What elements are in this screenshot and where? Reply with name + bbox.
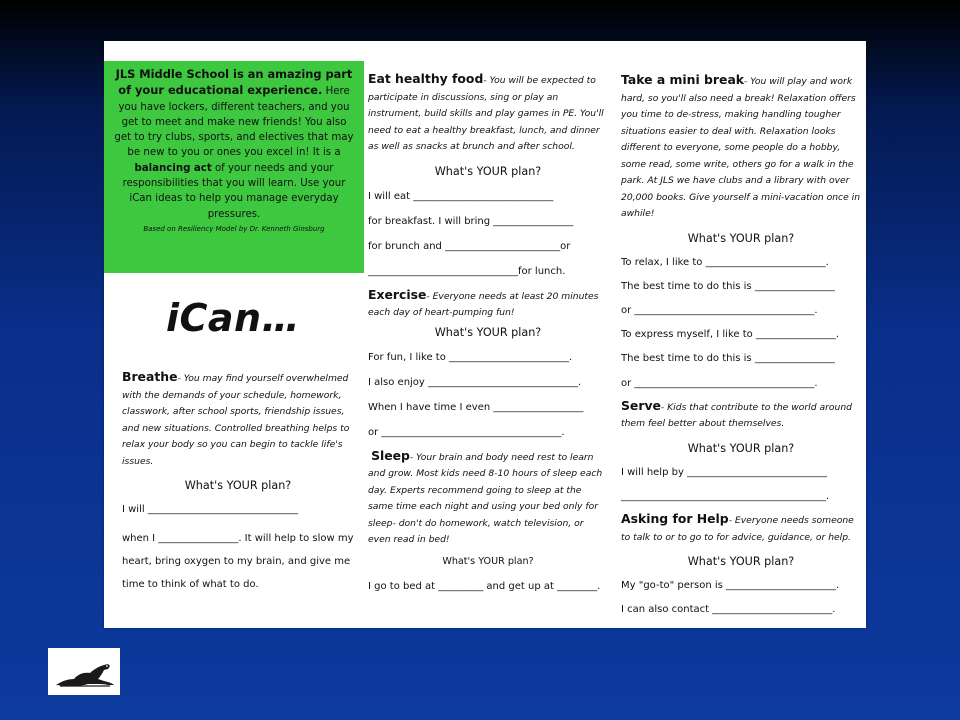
breathe-line[interactable]: when I ________________. It will help to slow my heart, bring oxygen to my brain, and give me time to think of what to do.	[122, 533, 354, 590]
sleep-title: Sleep	[371, 447, 410, 463]
breathe-plan-heading: What's YOUR plan?	[184, 479, 292, 492]
help-line[interactable]: I can also contact ________________________.	[621, 604, 836, 616]
eat-section	[368, 71, 608, 156]
serve-section	[621, 398, 861, 433]
exercise-desc: - Everyone needs at least 20 minutes each day of heart-pumping fun!	[368, 290, 599, 318]
column-middle	[368, 71, 608, 599]
sleep-desc: - Your brain and body need rest to learn and grow. Most kids need 8-10 hours of sleep each day. Experts recommend going to sleep at the same time each night and using your bed only for sleep- don't do homework, watch television, or even read in bed!	[368, 451, 603, 545]
column-right	[621, 72, 861, 623]
jaguar-logo-icon	[48, 648, 120, 695]
minibreak-section	[621, 72, 861, 223]
eat-line[interactable]: ______________________________for lunch.	[368, 265, 566, 277]
exercise-title: Exercise	[368, 286, 427, 302]
flyer-page	[104, 41, 866, 628]
serve-title: Serve	[621, 397, 661, 413]
eat-line[interactable]: for brunch and _______________________or	[368, 240, 571, 252]
eat-line[interactable]: for breakfast. I will bring ________________	[368, 215, 574, 227]
intro-credit: Based on Resiliency Model by Dr. Kenneth Ginsburg	[143, 224, 325, 233]
help-section	[621, 511, 861, 546]
breathe-line[interactable]: I will ______________________________	[122, 504, 298, 515]
ican-title: iCan…	[166, 296, 301, 340]
serve-line[interactable]: I will help by ____________________________	[621, 466, 828, 478]
serve-plan-heading: What's YOUR plan?	[687, 441, 795, 455]
eat-title: Eat healthy food	[368, 71, 484, 86]
exercise-line[interactable]: For fun, I like to ________________________.	[368, 351, 573, 363]
serve-line[interactable]: _________________________________________.	[621, 490, 830, 502]
minibreak-line[interactable]: The best time to do this is ________________	[621, 353, 835, 365]
minibreak-line[interactable]: To express myself, I like to ________________.	[621, 329, 840, 341]
help-plan-heading: What's YOUR plan?	[687, 555, 795, 569]
help-line[interactable]: My "go-to" person is ______________________.	[621, 580, 840, 592]
eat-desc: - You will be expected to participate in discussions, sing or play an instrument, build skills and play games in PE. You'll need to eat a healthy breakfast, lunch, and dinner as well as snacks at brunch and after school.	[368, 75, 604, 152]
exercise-line[interactable]: or ____________________________________.	[368, 426, 565, 438]
exercise-line[interactable]: I also enjoy ______________________________.	[368, 376, 582, 388]
exercise-plan-heading: What's YOUR plan?	[434, 325, 542, 339]
sleep-section	[368, 448, 608, 549]
minibreak-line[interactable]: To relax, I like to ________________________.	[621, 256, 829, 268]
intro-lead: JLS Middle School is an amazing part of your educational experience.	[115, 67, 353, 98]
sleep-plan-heading: What's YOUR plan?	[442, 555, 534, 567]
column-left	[122, 369, 354, 596]
intro-text-2: of your needs and your responsibilities that you will learn. Use your iCan ideas to help you manage everyday pressures.	[122, 162, 346, 220]
eat-plan-heading: What's YOUR plan?	[434, 164, 542, 178]
intro-bold: balancing act	[134, 162, 212, 174]
minibreak-title: Take a mini break	[621, 72, 745, 87]
minibreak-line[interactable]: The best time to do this is ________________	[621, 280, 835, 292]
help-desc: - Everyone needs someone to talk to or to go to for advice, guidance, or help.	[621, 515, 854, 543]
intro-text-1: Here you have lockers, different teachers, and you get to meet and make new friends! You also get to try clubs, sports, and electives that may be new to you or ones you excel in! It is a	[114, 86, 354, 159]
sleep-line[interactable]: I go to bed at _________ and get up at ________.	[368, 580, 601, 592]
help-title: Asking for Help	[621, 511, 729, 527]
exercise-section	[368, 287, 608, 322]
breathe-section	[122, 369, 354, 470]
minibreak-desc: - You will play and work hard, so you'll also need a break! Relaxation offers you time to de-stress, making handling tougher situations easier to deal with. Relaxation looks different to everyone, some people do a hobby, some read, some write, others go for a walk in the park. At JLS we have clubs and a library with over 20,000 books. Give yourself a mini-vacation once in awhile!	[621, 76, 861, 219]
minibreak-line[interactable]: or ____________________________________.	[621, 377, 818, 389]
exercise-line[interactable]: When I have time I even __________________	[368, 401, 584, 413]
minibreak-plan-heading: What's YOUR plan?	[687, 231, 795, 245]
breathe-desc: - You may find yourself overwhelmed with the demands of your schedule, homework, classwork, after school sports, friendship issues, and new situations. Controlled breathing helps to relax your body so you can begin to tackle life's issues.	[122, 373, 350, 467]
minibreak-line[interactable]: or ____________________________________.	[621, 304, 818, 316]
breathe-title: Breathe	[122, 369, 178, 384]
intro-box	[104, 61, 364, 273]
eat-line[interactable]: I will eat ____________________________	[368, 190, 554, 202]
serve-desc: - Kids that contribute to the world around them feel better about themselves.	[621, 401, 852, 430]
